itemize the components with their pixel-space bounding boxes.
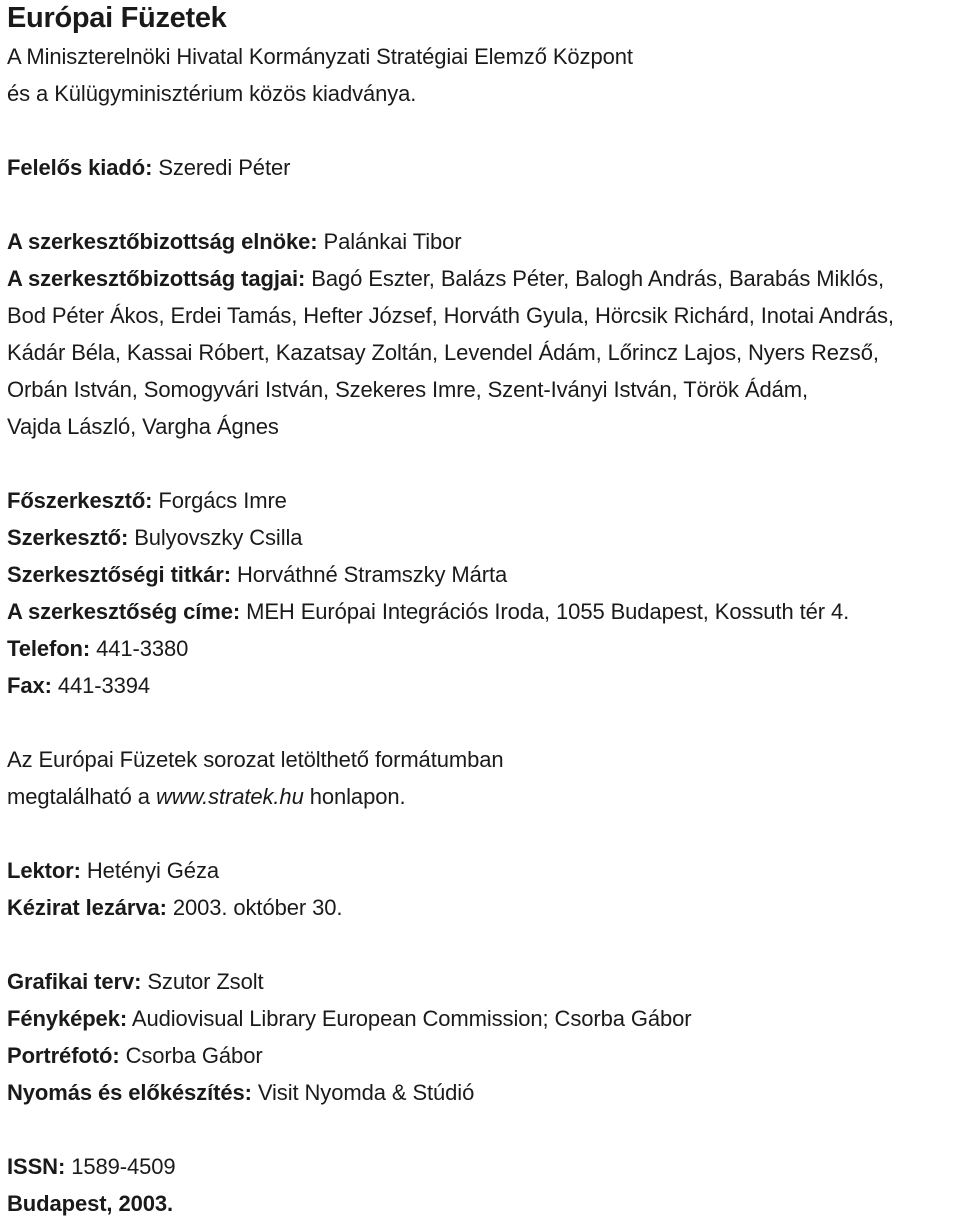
editor xyxy=(7,524,302,552)
download-note-line-1: Az Európai Füzetek sorozat letölthető formátumban xyxy=(7,747,504,772)
editorial-address-value: MEH Európai Integrációs Iroda, 1055 Budapest, Kossuth tér 4. xyxy=(246,599,850,624)
board-members-line-5: Vajda László, Vargha Ágnes xyxy=(7,414,279,439)
board-members-line-3: Kádár Béla, Kassai Róbert, Kazatsay Zoltán, Levendel Ádám, Lőrincz Lajos, Nyers Rezső, xyxy=(7,340,879,365)
board-members-label: A szerkesztőbizottság tagjai: xyxy=(7,266,306,291)
fax xyxy=(7,672,150,700)
issn-label: ISSN: xyxy=(7,1154,66,1179)
place-and-date: Budapest, 2003. xyxy=(7,1191,174,1216)
printing-label: Nyomás és előkészítés: xyxy=(7,1080,252,1105)
graphic-design-value: Szutor Zsolt xyxy=(147,969,264,994)
board-members-line-4: Orbán István, Somogyvári István, Szekeres Imre, Szent-Iványi István, Török Ádám, xyxy=(7,377,809,402)
responsible-publisher-value: Szeredi Péter xyxy=(158,155,291,180)
publisher-info-line-2: és a Külügyminisztérium közös kiadványa. xyxy=(7,81,417,106)
editorial-address xyxy=(7,598,849,626)
board-chair-value: Palánkai Tibor xyxy=(323,229,462,254)
manuscript-closed-label: Kézirat lezárva: xyxy=(7,895,167,920)
editorial-secretary xyxy=(7,561,507,589)
chief-editor-label: Főszerkesztő: xyxy=(7,488,153,513)
editor-value: Bulyovszky Csilla xyxy=(134,525,303,550)
graphic-design xyxy=(7,968,264,996)
issn-value: 1589-4509 xyxy=(71,1154,176,1179)
website-link[interactable]: www.stratek.hu xyxy=(155,784,304,809)
board-chair xyxy=(7,228,462,256)
photos-value: Audiovisual Library European Commission; Csorba Gábor xyxy=(131,1006,692,1031)
board-members-line-2: Bod Péter Ákos, Erdei Tamás, Hefter József, Horváth Gyula, Hörcsik Richárd, Inotai András, xyxy=(7,303,894,328)
photos xyxy=(7,1005,692,1033)
lector-value: Hetényi Géza xyxy=(86,858,219,883)
telephone-label: Telefon: xyxy=(7,636,91,661)
fax-label: Fax: xyxy=(7,673,52,698)
printing-value: Visit Nyomda & Stúdió xyxy=(257,1080,475,1105)
board-members-line-1: Bagó Eszter, Balázs Péter, Balogh András, Barabás Miklós, xyxy=(311,266,884,291)
board-chair-label: A szerkesztőbizottság elnöke: xyxy=(7,229,318,254)
lector xyxy=(7,857,219,885)
editorial-secretary-value: Horváthné Stramszky Márta xyxy=(237,562,508,587)
responsible-publisher-label: Felelős kiadó: xyxy=(7,155,153,180)
download-note-line-2 xyxy=(7,783,405,811)
graphic-design-label: Grafikai terv: xyxy=(7,969,142,994)
fax-value: 441-3394 xyxy=(57,673,151,698)
board-members xyxy=(7,265,884,293)
lector-label: Lektor: xyxy=(7,858,81,883)
issn xyxy=(7,1153,176,1181)
editor-label: Szerkesztő: xyxy=(7,525,129,550)
telephone xyxy=(7,635,188,663)
publisher-info-line-1: A Miniszterelnöki Hivatal Kormányzati Stratégiai Elemző Központ xyxy=(7,44,633,69)
portrait-photo-value: Csorba Gábor xyxy=(125,1043,263,1068)
editorial-address-label: A szerkesztőség címe: xyxy=(7,599,241,624)
editorial-secretary-label: Szerkesztőségi titkár: xyxy=(7,562,231,587)
manuscript-closed xyxy=(7,894,342,922)
download-note-prefix: megtalálható a xyxy=(7,784,150,809)
responsible-publisher xyxy=(7,154,290,182)
portrait-photo-label: Portréfotó: xyxy=(7,1043,120,1068)
manuscript-closed-value: 2003. október 30. xyxy=(172,895,343,920)
photos-label: Fényképek: xyxy=(7,1006,128,1031)
publication-title: Európai Füzetek xyxy=(7,2,227,34)
chief-editor-value: Forgács Imre xyxy=(158,488,287,513)
chief-editor xyxy=(7,487,287,515)
portrait-photo xyxy=(7,1042,263,1070)
printing xyxy=(7,1079,474,1107)
telephone-value: 441-3380 xyxy=(96,636,189,661)
download-note-suffix: honlapon. xyxy=(309,784,406,809)
